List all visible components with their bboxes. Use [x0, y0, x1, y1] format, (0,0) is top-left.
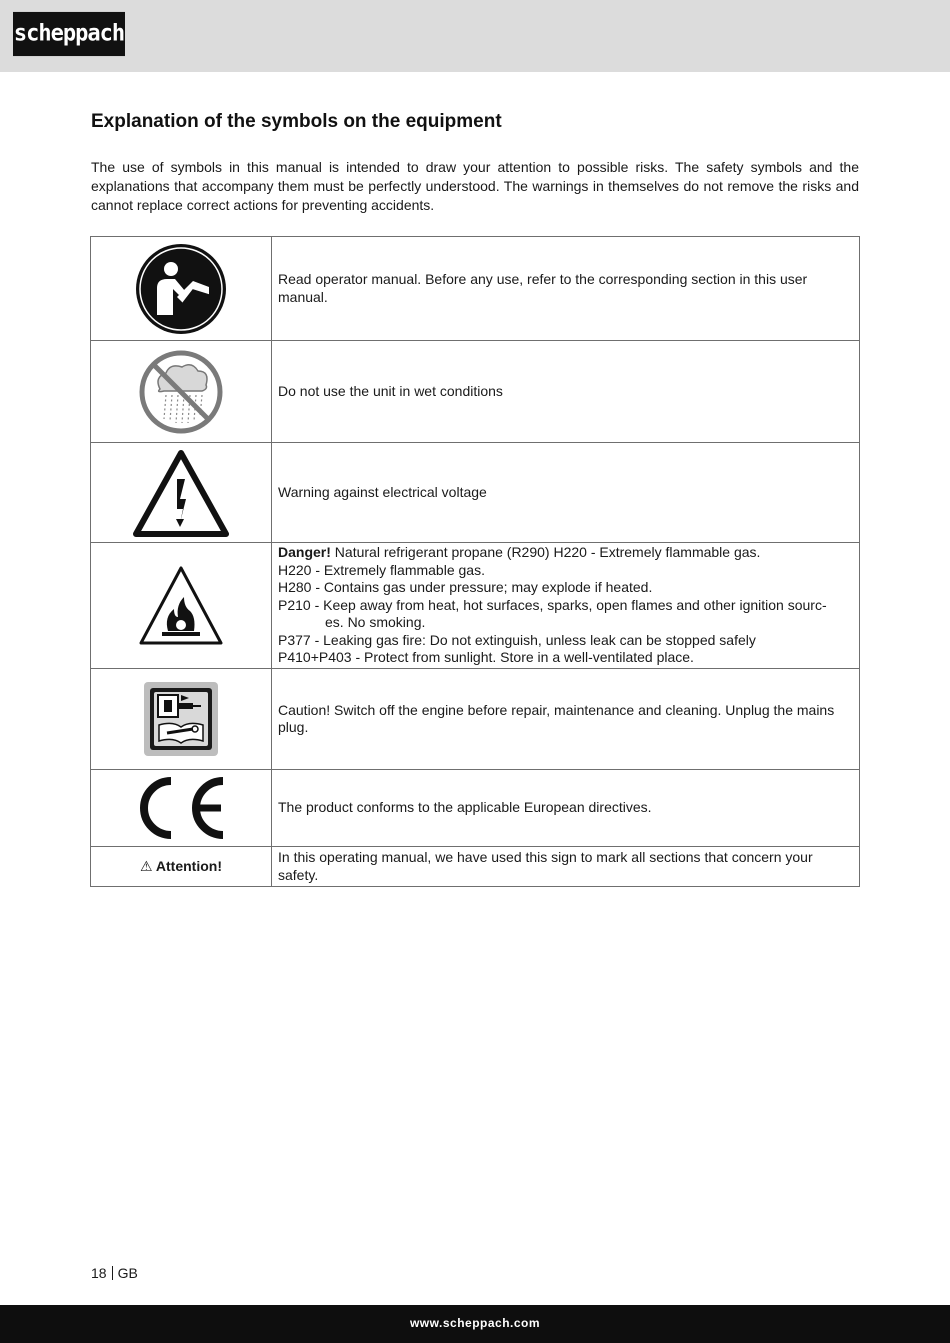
table-row [91, 847, 860, 887]
footer-band [0, 1305, 950, 1343]
symbol-cell [91, 770, 272, 847]
symbol-description: The product conforms to the applicable European directives. [272, 770, 860, 847]
danger-line [278, 544, 849, 562]
hazard-line: H220 - Extremely flammable gas. [278, 561, 485, 578]
page-separator [112, 1266, 113, 1280]
page-number [91, 1265, 138, 1281]
table-row [91, 341, 860, 443]
symbol-cell [91, 237, 272, 341]
symbol-cell [91, 669, 272, 770]
unplug-before-maintenance-icon [143, 681, 219, 757]
hazard-line: P210 - Keep away from heat, hot surfaces, sparks, open flames and other ignition sourc- [278, 596, 827, 613]
symbol-cell [91, 341, 272, 443]
table-row [91, 770, 860, 847]
page-number-value: 18 [91, 1265, 107, 1281]
no-wet-conditions-icon [138, 349, 224, 435]
table-row [91, 237, 860, 341]
page-title: Explanation of the symbols on the equipment [91, 111, 502, 132]
electrical-voltage-warning-icon [133, 449, 229, 537]
symbol-description: Warning against electrical voltage [272, 443, 860, 543]
symbol-description: In this operating manual, we have used this sign to mark all sections that concern your safety. [272, 847, 860, 887]
intro-paragraph: The use of symbols in this manual is intended to draw your attention to possible risks. The safety symbols and the explanations that accompany them must be perfectly understood. The warnings in themselves do not remove the risks and cannot replace correct actions for preventing accidents. [91, 159, 859, 213]
attention-icon: ⚠ Attention! [139, 857, 222, 874]
symbol-cell [91, 847, 272, 887]
hazard-line-continued: es. No smoking. [325, 614, 426, 631]
hazard-line: Natural refrigerant propane (R290) H220 - Extremely flammable gas. [334, 544, 761, 561]
hazard-line: P377 - Leaking gas fire: Do not extinguish, unless leak can be stopped safely [278, 631, 756, 648]
danger-label: Danger! [278, 544, 331, 561]
symbol-description: Read operator manual. Before any use, refer to the corresponding section in this user manual. [272, 237, 860, 341]
table-row [91, 543, 860, 669]
table-row [91, 669, 860, 770]
hazard-line: P410+P403 - Protect from sunlight. Store in a well-ventilated place. [278, 649, 694, 666]
symbol-description: Do not use the unit in wet conditions [272, 341, 860, 443]
symbol-description [272, 543, 860, 669]
language-code: GB [117, 1265, 138, 1281]
scheppach-logo: scheppach [13, 12, 125, 56]
symbols-table [90, 236, 860, 887]
website-link[interactable]: www.scheppach.com [409, 1316, 541, 1330]
table-row [91, 443, 860, 543]
symbol-cell [91, 543, 272, 669]
symbol-cell [91, 443, 272, 543]
read-manual-icon [135, 243, 227, 335]
flammable-warning-icon [138, 565, 224, 647]
header-band [0, 0, 950, 72]
symbol-description: Caution! Switch off the engine before repair, maintenance and cleaning. Unplug the mains plug. [272, 669, 860, 770]
ce-mark-icon [135, 775, 227, 841]
hazard-line: H280 - Contains gas under pressure; may explode if heated. [278, 579, 653, 596]
